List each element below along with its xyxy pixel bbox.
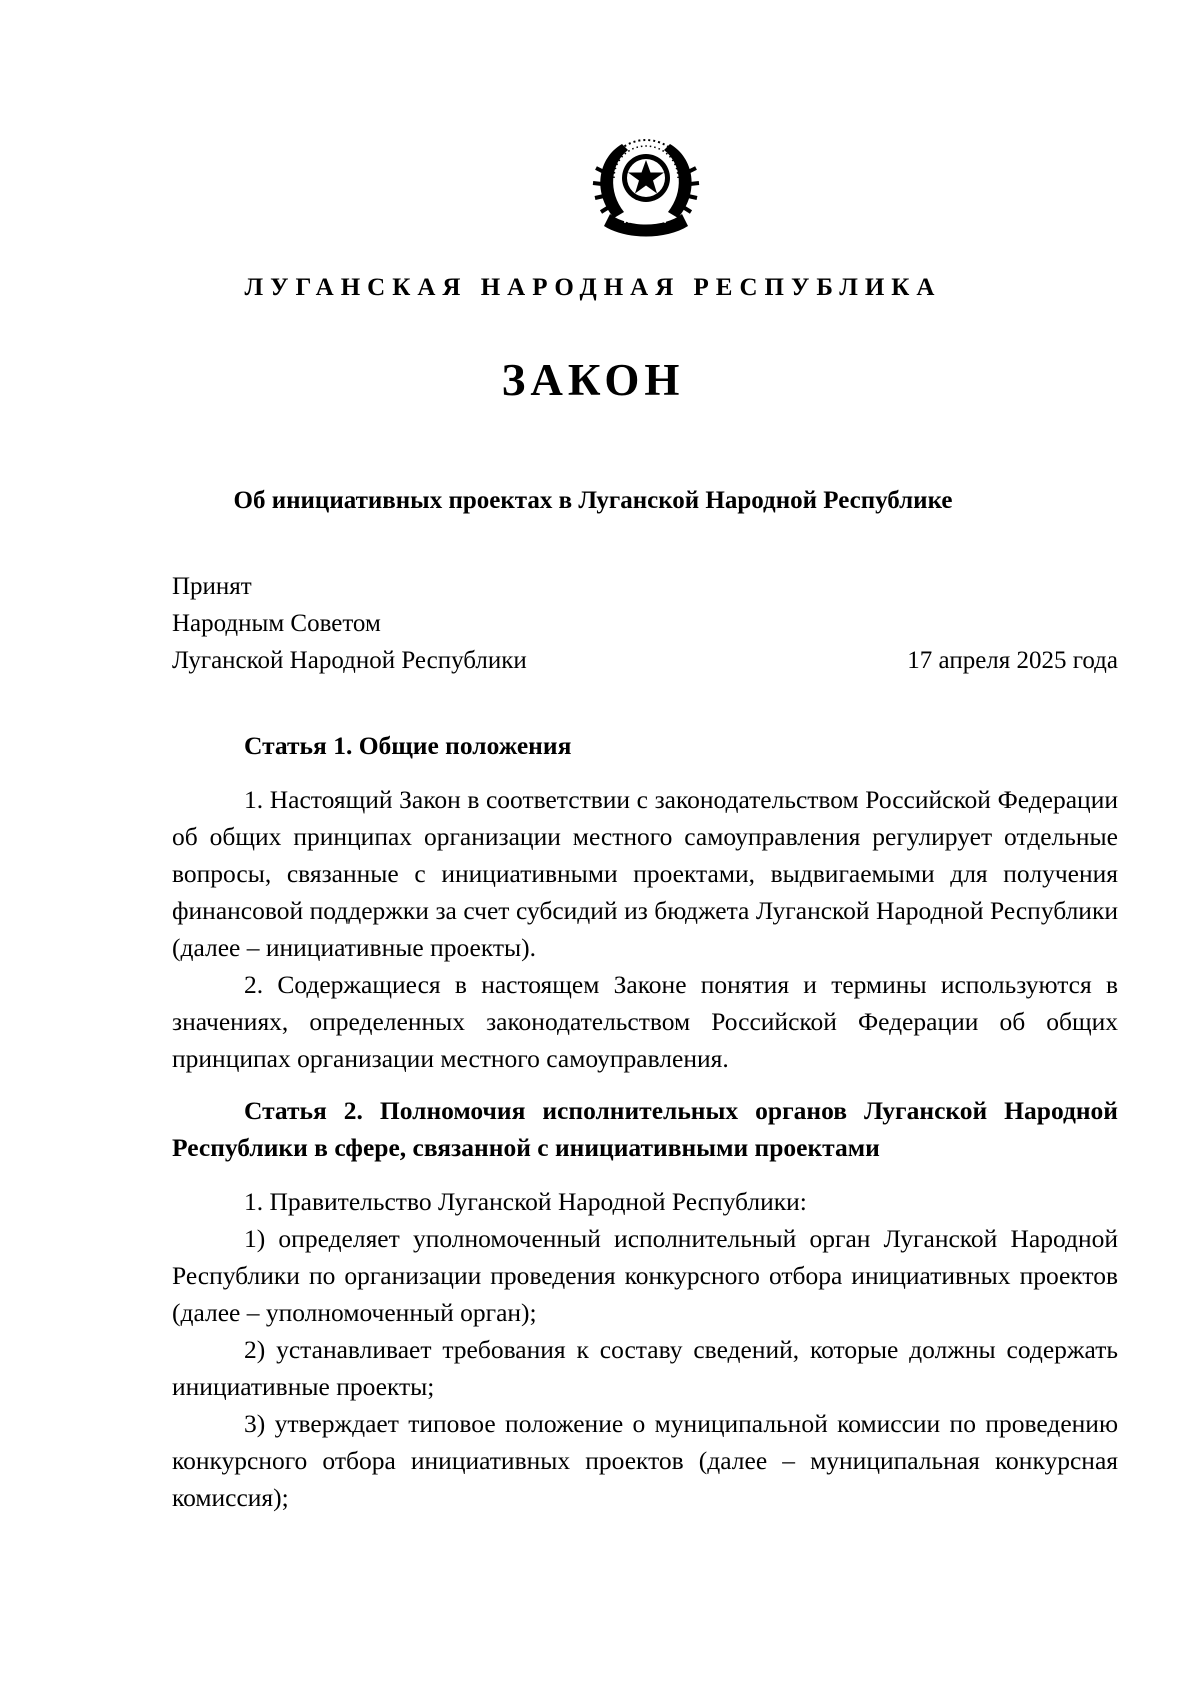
law-subject-title: Об инициативных проектах в Луганской Народной Республике <box>233 487 953 514</box>
document-body <box>172 727 1118 1516</box>
document-type-title: ЗАКОН <box>501 355 685 405</box>
article-2-item-1: 1) определяет уполномоченный исполнительный орган Луганской Народной Республики по организации проведения конкурсного отбора инициативных проектов (далее – уполномоченный орган); <box>172 1224 1118 1327</box>
emblem-graphic <box>584 122 708 246</box>
article-1-paragraph-1: 1. Настоящий Закон в соответствии с законодательством Российской Федерации об общих принципах организации местного самоуправления регулирует отдельные вопросы, связанные с инициативными проектами, выдвигаемыми для получения финансовой поддержки за счет субсидий из бюджета Луганской Народной Республики (далее – инициативные проекты). <box>172 785 1118 962</box>
adoption-block <box>172 568 1118 679</box>
adopted-line-3: Луганской Народной Республики <box>172 647 527 674</box>
article-2-paragraph-1: 1. Правительство Луганской Народной Республики: <box>244 1187 807 1216</box>
article-1-heading: Статья 1. Общие положения <box>244 731 572 760</box>
adopted-line-1: Принят <box>172 573 252 600</box>
article-1-paragraph-2: 2. Содержащиеся в настоящем Законе понятия и термины используются в значениях, определенных законодательством Российской Федерации об общих принципах организации местного самоуправления. <box>172 970 1118 1073</box>
adopted-line-2: Народным Советом <box>172 610 381 637</box>
article-2-item-3: 3) утверждает типовое положение о муниципальной комиссии по проведению конкурсного отбора инициативных проектов (далее – муниципальная конкурсная комиссия); <box>172 1409 1118 1512</box>
coat-of-arms-emblem-icon <box>584 122 708 246</box>
article-2-heading: Статья 2. Полномочия исполнительных органов Луганской Народной Республики в сфере, связанной с инициативными проектами <box>172 1096 1118 1162</box>
article-2-item-2: 2) устанавливает требования к составу сведений, которые должны содержать инициативные проекты; <box>172 1335 1118 1401</box>
adoption-date: 17 апреля 2025 года <box>907 647 1118 674</box>
republic-name-heading: ЛУГАНСКАЯ НАРОДНАЯ РЕСПУБЛИКА <box>244 274 942 301</box>
adopted-row <box>172 642 1118 679</box>
